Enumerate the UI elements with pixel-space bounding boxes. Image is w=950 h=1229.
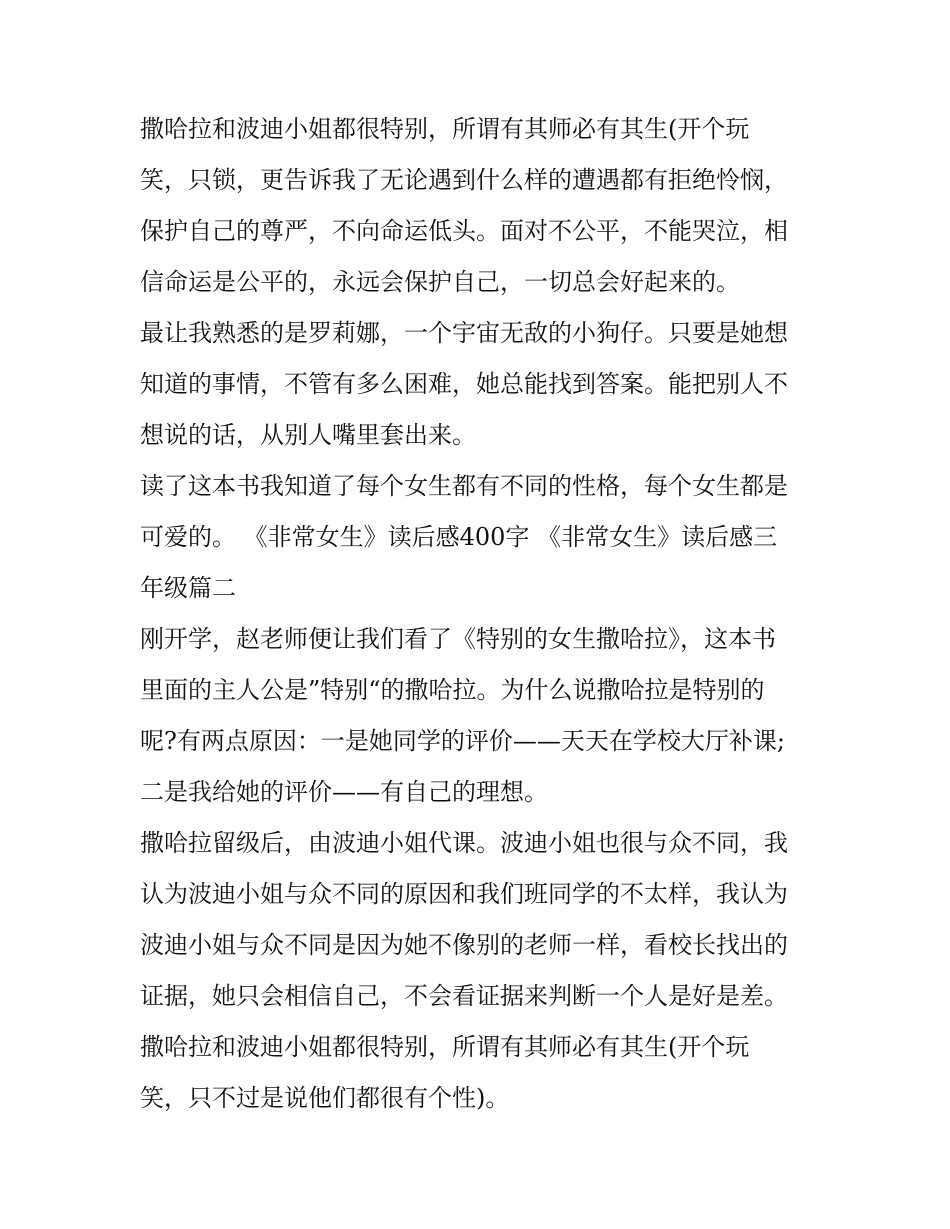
text-line: 最让我熟悉的是罗莉娜，一个宇宙无敌的小狗仔。只要是她想 <box>140 319 788 347</box>
text-line: 呢?有两点原因：一是她同学的评价——天天在学校大厅补课; <box>140 727 785 755</box>
text-line: 知道的事情，不管有多么困难，她总能找到答案。能把别人不 <box>140 370 788 398</box>
text-line: 年级篇二 <box>140 574 236 602</box>
text-line: 里面的主人公是”特别“的撒哈拉。为什么说撒哈拉是特别的 <box>140 676 765 704</box>
text-line: 刚开学，赵老师便让我们看了《特别的女生撒哈拉》，这本书 <box>140 625 776 653</box>
text-line: 二是我给她的评价——有自己的理想。 <box>140 778 548 806</box>
text-line: 想说的话，从别人嘴里套出来。 <box>140 421 476 449</box>
text-line: 波迪小姐与众不同是因为她不像别的老师一样，看校长找出的 <box>140 931 788 959</box>
text-line: 笑，只不过是说他们都很有个性)。 <box>140 1084 510 1112</box>
text-line: 撒哈拉和波迪小姐都很特别，所谓有其师必有其生(开个玩 <box>140 115 750 143</box>
body-text <box>140 104 820 1124</box>
text-line: 可爱的。 《非常女生》读后感400字 《非常女生》读后感三 <box>140 523 778 551</box>
text-line: 信命运是公平的，永远会保护自己，一切总会好起来的。 <box>140 268 740 296</box>
text-line: 读了这本书我知道了每个女生都有不同的性格，每个女生都是 <box>140 472 788 500</box>
text-line: 笑，只锁，更告诉我了无论遇到什么样的遭遇都有拒绝怜悯， <box>140 166 788 194</box>
text-line: 撒哈拉留级后，由波迪小姐代课。波迪小姐也很与众不同，我 <box>140 829 788 857</box>
text-line: 撒哈拉和波迪小姐都很特别，所谓有其师必有其生(开个玩 <box>140 1033 750 1061</box>
text-line: 证据，她只会相信自己，不会看证据来判断一个人是好是差。 <box>140 982 788 1010</box>
text-line: 保护自己的尊严，不向命运低头。面对不公平，不能哭泣，相 <box>140 217 788 245</box>
text-line: 认为波迪小姐与众不同的原因和我们班同学的不太样，我认为 <box>140 880 788 908</box>
